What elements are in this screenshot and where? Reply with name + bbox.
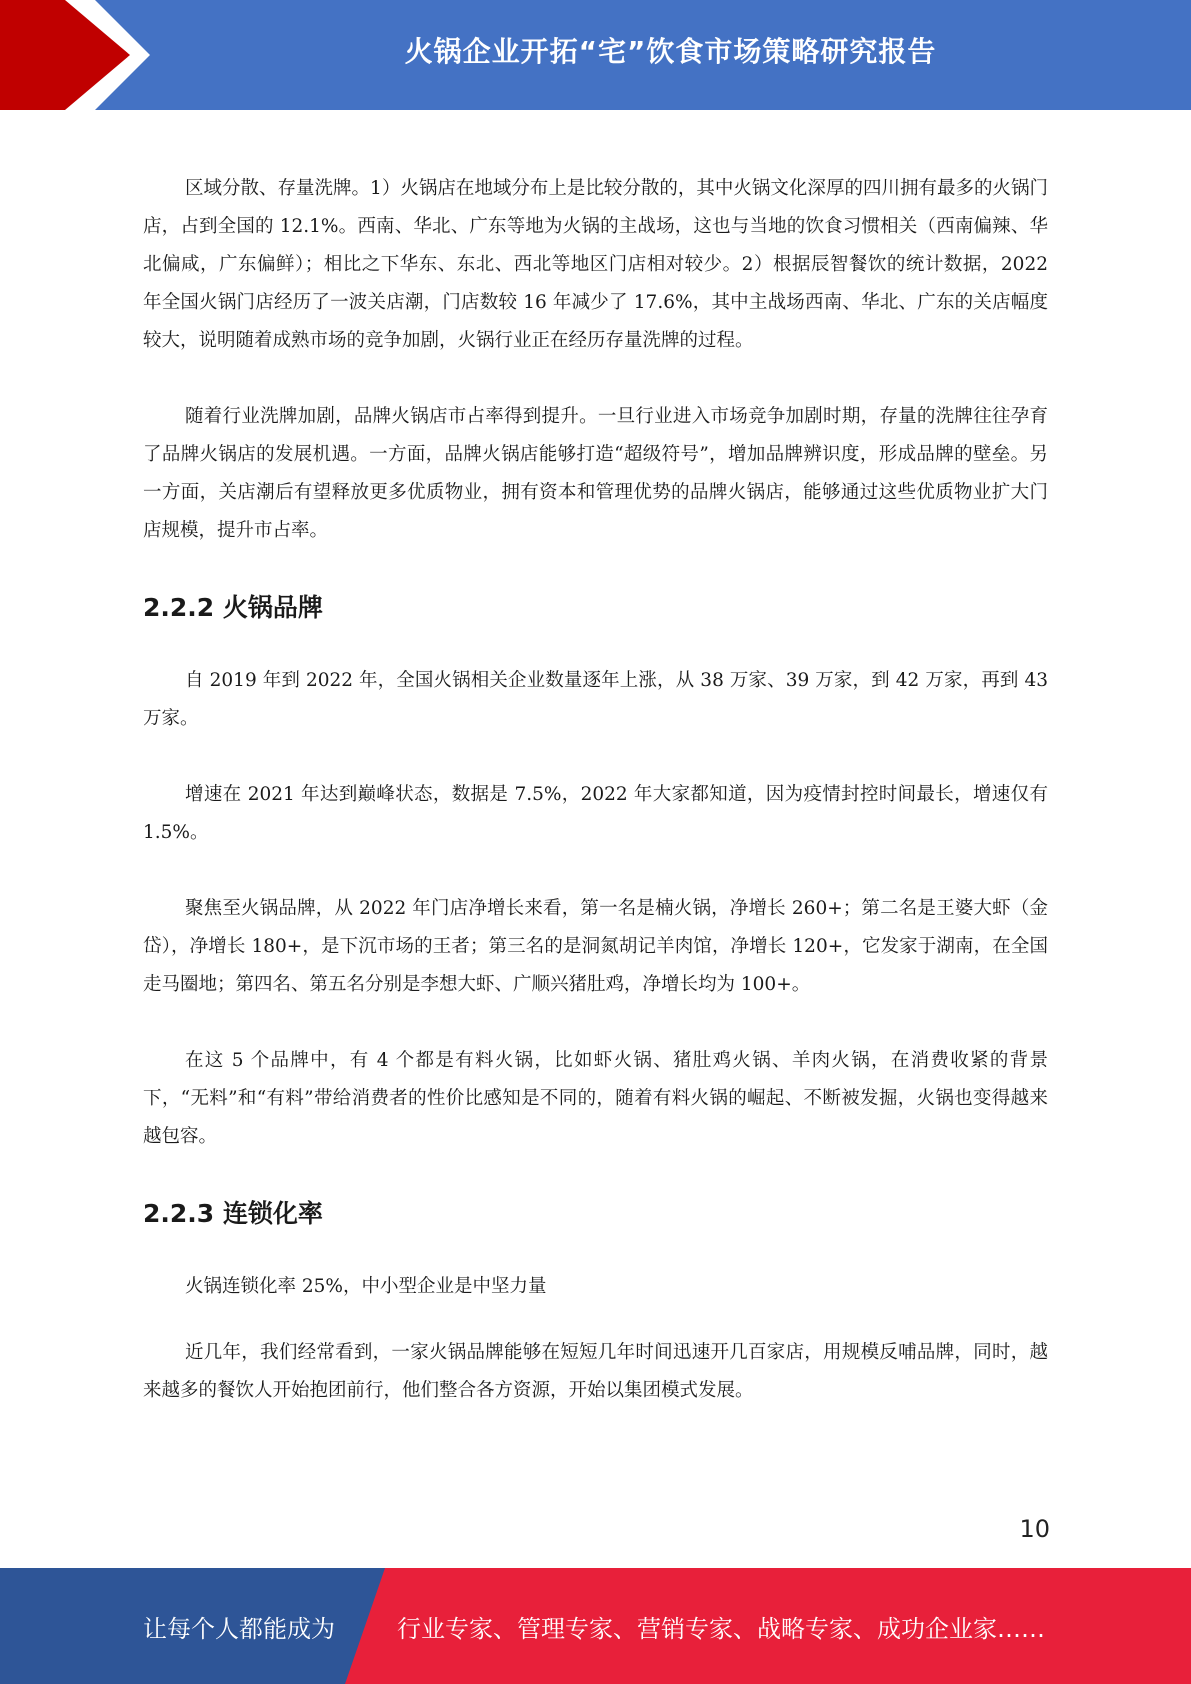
paragraph-chain-rate: 火锅连锁化率 25%，中小型企业是中坚力量 <box>185 1276 547 1297</box>
footer-slogan-left: 让每个人都能成为 <box>143 1614 335 1643</box>
paragraph-group-development: 近几年，我们经常看到，一家火锅品牌能够在短短几年时间迅速开几百家店，用规模反哺品牌，同时，越来越多的餐饮人开始抱团前行，他们整合各方资源，开始以集团模式发展。 <box>143 1342 1048 1401</box>
paragraph-regional-distribution: 区域分散、存量洗牌。1）火锅店在地域分布上是比较分散的，其中火锅文化深厚的四川拥有最多的火锅门店，占到全国的 12.1%。西南、华北、广东等地为火锅的主战场，这也与当地的饮食习惯相关（西南偏辣、华北偏咸，广东偏鲜）；相比之下华东、东北、西北等地区门店相对较少。2）根据辰智餐饮的统计数据，2022 年全国火锅门店经历了一波关店潮，门店数较 16 年减少了 17.6%，其中主战场西南、华北、广东的关店幅度较大，说明随着成熟市场的竞争加剧，火锅行业正在经历存量洗牌的过程。 <box>143 178 1048 351</box>
page-header <box>0 0 1191 110</box>
section-heading-hotpot-brands: 2.2.2 火锅品牌 <box>143 593 323 622</box>
paragraph-company-count: 自 2019 年到 2022 年，全国火锅相关企业数量逐年上涨，从 38 万家、39 万家，到 42 万家，再到 43 万家。 <box>143 670 1048 729</box>
page-footer <box>0 1568 1191 1684</box>
paragraph-brand-share: 随着行业洗牌加剧，品牌火锅店市占率得到提升。一旦行业进入市场竞争加剧时期，存量的洗牌往往孕育了品牌火锅店的发展机遇。一方面，品牌火锅店能够打造“超级符号”，增加品牌辨识度，形成品牌的壁垒。另一方面，关店潮后有望释放更多优质物业，拥有资本和管理优势的品牌火锅店，能够通过这些优质物业扩大门店规模，提升市占率。 <box>143 406 1048 541</box>
footer-slogan-right: 行业专家、管理专家、营销专家、战略专家、成功企业家…… <box>397 1614 1045 1643</box>
page-content <box>143 170 1048 1448</box>
paragraph-ingredient-hotpot: 在这 5 个品牌中，有 4 个都是有料火锅，比如虾火锅、猪肚鸡火锅、羊肉火锅，在消费收紧的背景下，“无料”和“有料”带给消费者的性价比感知是不同的，随着有料火锅的崛起、不断被发掘，火锅也变得越来越包容。 <box>143 1050 1048 1147</box>
report-title: 火锅企业开拓“宅”饮食市场策略研究报告 <box>404 35 937 68</box>
page-number: 10 <box>1019 1515 1050 1543</box>
paragraph-growth-rate: 增速在 2021 年达到巅峰状态，数据是 7.5%，2022 年大家都知道，因为疫情封控时间最长，增速仅有 1.5%。 <box>143 784 1048 843</box>
paragraph-top-brands: 聚焦至火锅品牌，从 2022 年门店净增长来看，第一名是楠火锅，净增长 260+；第二名是王婆大虾（金岱），净增长 180+，是下沉市场的王者；第三名的是洞氮胡记羊肉馆，净增长 120+，它发家于湖南，在全国走马圈地；第四名、第五名分别是李想大虾、广顺兴猪肚鸡，净增长均为 100+。 <box>143 898 1048 995</box>
section-heading-chain-rate: 2.2.3 连锁化率 <box>143 1199 323 1228</box>
